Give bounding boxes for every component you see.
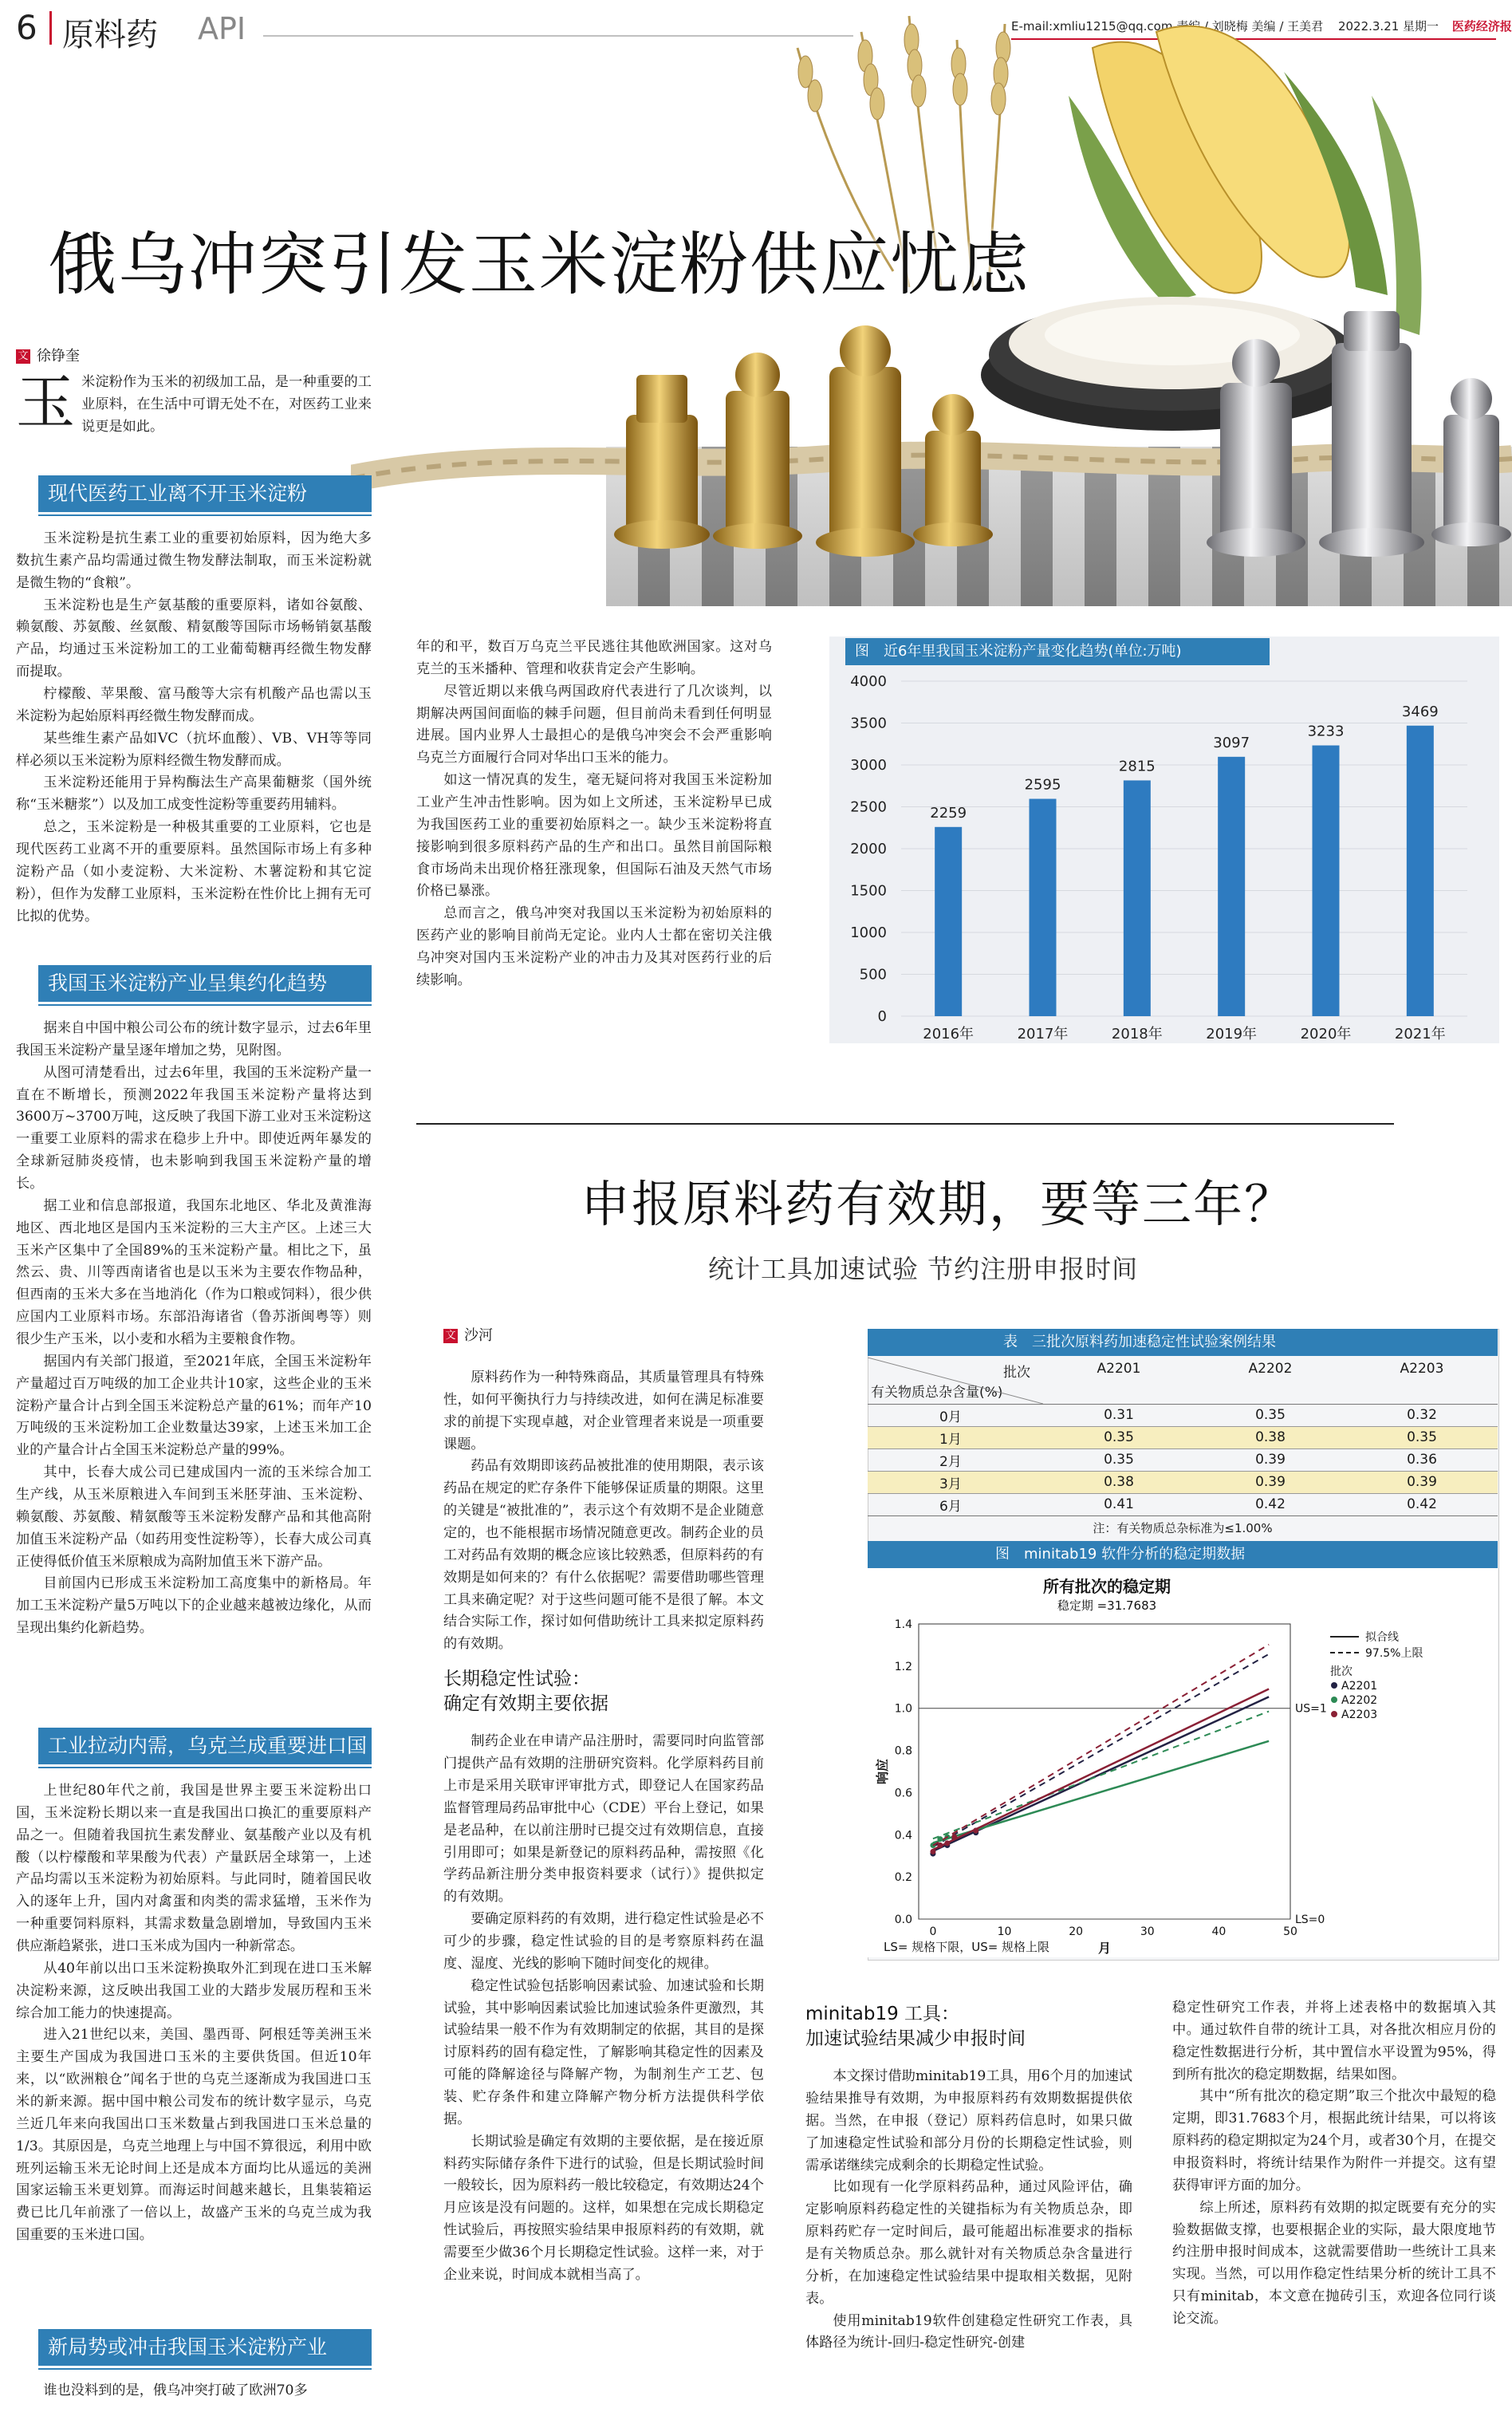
subhead-2-line2: 加速试验结果减少申报时间 [805,2028,1026,2050]
table-note-row [868,1515,1498,1539]
paragraph: 总而言之，俄乌冲突对我国以玉米淀粉为初始原料的医药产业的影响目前尚无定论。业内人士都在密切关注俄乌冲突对国内玉米淀粉产业的冲击力及其对医药行业的后续影响。 [416,905,772,988]
section-name: 原料药 [62,17,158,53]
corn-icon [1069,26,1422,335]
paragraph: 某些维生素产品如VC（抗坏血酸）、VB、VH等等同样必须以玉米淀粉为原料经微生物发酵而成。 [16,730,372,769]
table-cell-month: 0月 [939,1409,962,1425]
x-tick-label: 2020年 [1300,1026,1352,1042]
y-tick-label: 3500 [850,715,887,732]
paragraph: 其中，长春大成公司已建成国内一流的玉米综合加工生产线，从玉米原粮进入车间到玉米胚芽油、玉米淀粉、赖氨酸、苏氨酸、精氨酸等玉米淀粉发酵产品和其他高附加值玉米淀粉产品（如药用变性淀粉等），长春大成公司真正使得低价值玉米原粮成为高附加值玉米下游产品。 [16,1464,372,1570]
subhead-2-line1: minitab19 工具： [805,2004,960,2024]
paragraph: 据来自中国中粮公司公布的统计数字显示，过去6年里我国玉米淀粉产量呈逐年增加之势，见附图。 [16,1020,372,1058]
y-tick-label: 0.8 [894,1744,912,1758]
table-header-cell: A2201 [1097,1361,1141,1377]
bar [1124,780,1151,1016]
x-tick-label: 2019年 [1206,1026,1258,1042]
paragraph: 使用minitab19软件创建稳定性研究工作表，具体路径为统计-回归-稳定性研究-创建 [805,2312,1132,2351]
x-tick-label: 2017年 [1017,1026,1069,1042]
silver-chess-pieces [1207,311,1511,557]
table-header-cell: A2202 [1248,1361,1293,1377]
paragraph: 据国内有关部门报道，至2021年底，全国玉米淀粉年产量超过百万吨级的加工企业共计10家，这些企业的玉米淀粉产量合计占到全国玉米淀粉总产量的61%；而年产10万吨级的玉米淀粉加工企业数量达39家，上述玉米加工企业的产量合计占全国玉米淀粉总产量的99%。 [16,1353,372,1459]
article1-sec2-body [16,1018,372,1640]
section-bar-3: 工业拉动内需，乌克兰成重要进口国 [38,1728,372,1764]
article1-title: 俄乌冲突引发玉米淀粉供应忧虑 [48,225,1030,305]
article1-lead [16,369,372,439]
header-date: 2022.3.21 星期一 [1337,19,1439,34]
article2-column1 [443,1367,764,2287]
legend-upper-label: 97.5%上限 [1365,1647,1423,1660]
bar-chart-title: 图 近6年里我国玉米淀粉产量变化趋势(单位:万吨) [845,638,1270,665]
paragraph: 稳定性试验包括影响因素试验、加速试验和长期试验，其中影响因素试验比加速试验条件更激烈，其试验结果一般不作为有效期制定的依据，其目的是探讨原料药的固有稳定性，了解影响其稳定性的因素及可能的降解途径与降解产物，为制剂生产工艺、包装、贮存条件和建立降解产物分析方法提供科学依据。 [443,1977,764,2127]
y-tick-label: 2000 [850,841,887,857]
paragraph: 总之，玉米淀粉是一种极其重要的工业原料，它也是现代医药工业离不开的重要原料。虽然国际市场上有多种淀粉产品（如小麦淀粉、大米淀粉、木薯淀粉和其它淀粉），但作为发酵工业原料，玉米淀粉在性价比上拥有无可比拟的优势。 [16,819,372,924]
page-number: 6 [16,8,37,47]
y-tick-label: 1.4 [894,1618,912,1631]
paragraph: 年的和平，数百万乌克兰平民逃往其他欧洲国家。这对乌克兰的玉米播种、管理和收获肯定会产生影响。 [416,639,772,677]
table-cell: 0.39 [1255,1452,1286,1468]
legend-item-label: A2203 [1341,1709,1378,1721]
author-mark-icon: 文 [443,1329,458,1343]
stability-chart-bg [868,1568,1498,1957]
bar [1407,726,1434,1016]
paragraph: 上世纪80年代之前，我国是世界主要玉米淀粉出口国，玉米淀粉长期以来一直是我国出口换汇的重要原料产品之一。但随着我国抗生素发酵业、氨基酸产业以及有机酸（以柠檬酸和苹果酸为代表）产量跃居全球第一，上述产品均需以玉米淀粉为初始原料。与此同时，随着国民收入的逐年上升，国内对禽蛋和肉类的需求猛增，玉米作为一种重要饲料原料，其需求数量急剧增加，导致国内玉米供应渐趋紧张，进口玉米成为国内一种新常态。 [16,1783,372,1955]
paragraph: 药品有效期即该药品被批准的使用期限，表示该药品在规定的贮存条件下能够保证质量的期限。这里的关键是“被批准的”，表示这个有效期不是企业随意定的，也不能根据市场情况随意更改。制药企业的员工对药品有效期的概念应该比较熟悉，但原料药的有效期是如何来的？有什么依据呢？需要借助哪些管理工具来确定呢？对于这些问题可能不是很了解。本文结合实际工作，探讨如何借助统计工具来拟定原料药的有效期。 [443,1458,764,1653]
bar-value-label: 2259 [930,804,967,822]
paragraph: 据工业和信息部报道，我国东北地区、华北及黄淮海地区、西北地区是国内玉米淀粉的三大主产区。上述三大玉米产区集中了全国89%的玉米淀粉产量。相比之下，虽然云、贵、川等西南诸省也是以玉米为主要农作物品种，但西南的玉米大多在当地消化（作为口粮或饲料），很少供应国内工业原料市场。东部沿海诸省（鲁苏浙闽粤等）则很少生产玉米，以小麦和水稻为主要粮食作物。 [16,1197,372,1348]
table-cell: 0.38 [1104,1474,1134,1490]
article-divider [416,1123,1394,1125]
data-point [937,1843,943,1848]
y-tick-label: 1000 [850,924,887,941]
legend-batch-label: 批次 [1330,1665,1353,1678]
author-mark-icon: 文 [16,349,30,364]
subhead-1 [443,1667,764,1716]
legend-marker [1331,1697,1337,1703]
article1-sec3-body [16,1780,372,2247]
us-label: US=1 [1295,1702,1327,1716]
paragraph: 比如现有一化学原料药品种，通过风险评估，确定影响原料药稳定性的关键指标为有关物质总杂，即原料药贮存一定时间后，最可能超出标准要求的指标是有关物质总杂。那么就针对有关物质总杂含量进行分析，在加速稳定性试验结果中提取相关数据，见附表。 [805,2179,1132,2307]
y-tick-label: 3000 [850,757,887,774]
header-contact-text: E-mail:xmliu1215@qq.com 责编 / 刘晓梅 美编 / 王美君 [1011,19,1324,34]
data-point [951,1834,957,1839]
x-tick-label: 2016年 [923,1026,975,1042]
paragraph: 从图可清楚看出，过去6年里，我国的玉米淀粉产量一直在不断增长，预测2022年我国玉米淀粉产量将达到3600万~3700万吨，这反映了我国下游工业对玉米淀粉这一重要工业原料的需求在稳步上升中。即使近两年暴发的全球新冠肺炎疫情，也未影响到我国玉米淀粉产量的增长。 [16,1064,372,1192]
article1-lead-text: 米淀粉作为玉米的初级加工品，是一种重要的工业原料，在生活中可谓无处不在，对医药工业来说更是如此。 [81,374,372,435]
bar-chart-panel [829,637,1499,1043]
paragraph: 尽管近期以来俄乌两国政府代表进行了几次谈判，以期解决两国间面临的棘手问题，但目前尚未看到任何明显进展。国内业界人士最担心的是俄乌冲突会不会严重影响乌克兰方面履行合同对华出口玉米的能力。 [416,683,772,767]
table-cell: 0.36 [1407,1452,1437,1468]
paragraph: 如这一情况真的发生，毫无疑问将对我国玉米淀粉加工业产生冲击性影响。因为如上文所述，玉米淀粉早已成为我国医药工业的重要初始原料之一。缺少玉米淀粉将直接影响到很多原料药产品的生产和出口。虽然目前国际粮食市场尚未出现价格狂涨现象，但国际石油及天然气市场价格已暴涨。 [416,772,772,900]
paragraph: 要确定原料药的有效期，进行稳定性试验是必不可少的步骤，稳定性试验的目的是考察原料药在温度、湿度、光线的影响下随时间变化的规律。 [443,1911,764,1972]
y-axis-label: 响应 [875,1758,890,1785]
subhead-1-line2: 确定有效期主要依据 [443,1693,608,1715]
y-tick-label: 0.4 [894,1829,912,1843]
article2-title: 申报原料药有效期，要等三年？ [581,1175,1296,1233]
paragraph: 玉米淀粉还能用于异构酶法生产高果葡糖浆（国外统称“玉米糖浆”）以及加工成变性淀粉等重要药用辅料。 [16,774,372,814]
table-cell-month: 2月 [939,1453,962,1470]
section-bar-1: 现代医药工业离不开玉米淀粉 [38,475,372,512]
table-cell: 0.39 [1407,1474,1437,1490]
paragraph: 综上所述，原料药有效期的拟定既要有充分的实验数据做支撑，也要根据企业的实际，最大限度地节约注册申报时间成本，这就需要借助一些统计工具来实现。当然，可以用作稳定性结果分析的统计工具不只有minitab，本文意在抛砖引玉，欢迎各位同行谈论交流。 [1172,2199,1496,2327]
paragraph: 目前国内已形成玉米淀粉加工高度集中的新格局。年加工玉米淀粉产量5万吨以下的企业越来越被边缘化，从而呈现出集约化新趋势。 [16,1575,372,1637]
table-cell: 0.35 [1104,1429,1134,1445]
bar [935,827,962,1016]
bar-value-label: 2595 [1024,776,1061,794]
stability-chart-banner: 图 minitab19 软件分析的稳定期数据 [868,1541,1498,1568]
stability-chart-subtitle: 稳定期 =31.7683 [1057,1598,1157,1613]
y-tick-label: 0 [877,1008,887,1025]
subhead-1-line1: 长期稳定性试验： [443,1669,590,1690]
y-tick-label: 0.0 [894,1913,912,1926]
y-tick-label: 2500 [850,798,887,816]
table-cell-month: 3月 [939,1476,962,1492]
article1-column1 [16,369,372,439]
paragraph: 长期试验是确定有效期的主要依据，是在接近原料药实际储存条件下进行的试验，但是长期试验时间一般较长，因为原料药一般比较稳定，有效期达24个月应该是没有问题的。这样，如果想在完成长期稳定性试验后，再按照实验结果申报原料药的有效期，就需要至少做36个月长期稳定性试验。这样一来，对于企业来说，时间成本就相当高了。 [443,2133,764,2283]
table-row [868,1471,1498,1493]
y-tick-label: 500 [859,966,887,983]
article1-sec4-body [16,2380,372,2402]
bar-value-label: 2815 [1118,758,1156,775]
stability-chart-title: 所有批次的稳定期 [1043,1577,1171,1596]
table-cell: 0.35 [1104,1452,1134,1468]
y-tick-label: 0.6 [894,1787,912,1800]
stability-chart [868,1568,1498,1957]
table-title: 表 三批次原料药加速稳定性试验案例结果 [868,1329,1498,1356]
page-number-divider [49,11,52,45]
header-brand: 医药经济报 [1451,19,1512,34]
bar-value-label: 3097 [1213,734,1250,751]
y-tick-label: 4000 [850,673,887,690]
legend-marker [1331,1711,1337,1717]
drop-cap: 玉 [16,369,75,437]
x-tick-label: 10 [997,1925,1012,1938]
y-tick-label: 1500 [850,882,887,900]
data-point [944,1840,950,1846]
legend-item-label: A2202 [1341,1694,1378,1707]
bar-value-label: 3233 [1307,723,1345,740]
section-name-en: API [198,11,246,46]
section-bar-4: 新局势或冲击我国玉米淀粉产业 [38,2329,372,2366]
paragraph: 原料药作为一种特殊商品，其质量管理具有特殊性，如何平衡执行力与持续改进，如何在满足标准要求的前提下实现卓越，对企业管理者来说是一项重要课题。 [443,1370,764,1452]
data-point [973,1828,978,1834]
table-cell: 0.32 [1407,1407,1437,1423]
ls-label: LS=0 [1295,1913,1325,1926]
table-row [868,1448,1498,1471]
table-corner [868,1358,1043,1404]
table-cell: 0.42 [1407,1496,1437,1512]
paragraph: 稳定性研究工作表，并将上述表格中的数据填入其中。通过软件自带的统计工具，对各批次相应月份的稳定性数据进行分析，其中置信水平设置为95%，得到所有批次的稳定期数据，结果如图。 [1172,2000,1496,2083]
legend-marker [1331,1682,1337,1689]
table-cell-month: 1月 [939,1431,962,1448]
article2-byline [443,1324,493,1345]
paragraph: 从40年前以出口玉米淀粉换取外汇到现在进口玉米解决淀粉来源，这反映出我国工业的大踏步发展历程和玉米综合加工能力的快速提高。 [16,1960,372,2021]
table-header-cell: A2203 [1400,1361,1444,1377]
table-corner-top: 批次 [1003,1365,1030,1381]
table-cell: 0.41 [1104,1496,1134,1512]
section-bar-2: 我国玉米淀粉产业呈集约化趋势 [38,965,372,1002]
table-cell: 0.35 [1255,1407,1286,1423]
table-header-row [868,1358,1498,1404]
x-tick-label: 30 [1140,1925,1155,1938]
table-cell: 0.35 [1407,1429,1437,1445]
table-cell: 0.31 [1104,1407,1134,1423]
paragraph: 进入21世纪以来，美国、墨西哥、阿根廷等美洲玉米主要生产国成为我国进口玉米的主要供货国。但近10年来，以“欧洲粮仓”闻名于世的乌克兰逐渐成为我国进口玉米的新来源。据中国中粮公司发布的统计数字显示，乌克兰近几年来向我国出口玉米数量占到我国进口玉米总量的1/3。其原因是，乌克兰地理上与中国不算很远，利用中欧班列运输玉米无论时间上还是成本方面均比从遥远的美洲国家运输玉米更划算。而海运时间越来越长，且集装箱运费已比几年前涨了一倍以上，故盛产玉米的乌克兰成为我国重要的玉米进口国。 [16,2027,372,2244]
subhead-2 [805,2002,1132,2051]
article2-column2 [805,2002,1132,2355]
paragraph: 其中“所有批次的稳定期”取三个批次中最短的稳定期，即31.7683个月，根据此统计结果，可以将该原料药的稳定期拟定为24个月，或者30个月，在提交申报资料时，将统计结果作为附件一并提交。这有望获得审评方面的加分。 [1172,2088,1496,2193]
paragraph: 玉米淀粉也是生产氨基酸的重要原料，诸如谷氨酸、赖氨酸、苏氨酸、丝氨酸、精氨酸等国际市场畅销氨基酸产品，均通过玉米淀粉加工的工业葡萄糖再经微生物发酵而提取。 [16,597,372,680]
starch-bowl-icon [981,297,1364,431]
bar-chart [829,665,1499,1043]
x-tick-label: 2021年 [1394,1026,1446,1042]
table-cell: 0.39 [1255,1474,1286,1490]
y-tick-label: 1.0 [894,1702,912,1716]
table-row [868,1404,1498,1426]
table-row [868,1426,1498,1448]
y-tick-label: 1.2 [894,1660,912,1673]
bar [1218,757,1245,1016]
y-tick-label: 0.2 [894,1871,912,1885]
paragraph: 谁也没料到的是，俄乌冲突打破了欧洲70多 [43,2382,308,2398]
x-tick-label: 20 [1069,1925,1084,1938]
data-point [930,1849,935,1854]
article2-author: 沙河 [464,1327,493,1344]
data-point [937,1836,943,1842]
article1-sec1-body [16,528,372,928]
article2-subtitle: 统计工具加速试验 节约注册申报时间 [708,1254,1139,1284]
x-tick-label: 0 [929,1925,937,1938]
article1-byline [16,345,80,365]
table-cell-month: 6月 [939,1498,962,1515]
paragraph: 本文探讨借助minitab19工具，用6个月的加速试验结果推导有效期，为申报原料药有效期数据提供依据。当然，在申报（登记）原料药信息时，如果只做了加速稳定性试验和部分月份的长期稳定性试验，则需承诺继续完成剩余的长期稳定性试验。 [805,2068,1132,2174]
x-tick-label: 50 [1283,1925,1297,1938]
table-corner-bottom: 有关物质总杂含量(%) [871,1384,1003,1401]
x-axis-label: 月 [1097,1941,1112,1956]
x-tick-label: 2018年 [1111,1026,1163,1042]
bar-value-label: 3469 [1401,703,1439,720]
legend-fit-label: 拟合线 [1365,1631,1399,1644]
article1-column2 [416,637,772,992]
x-tick-label: 40 [1211,1925,1227,1938]
table-cell: 0.38 [1255,1429,1286,1445]
bar [1313,746,1340,1016]
article1-author: 徐铮奎 [37,348,80,365]
table-row [868,1493,1498,1515]
paragraph: 柠檬酸、苹果酸、富马酸等大宗有机酸产品也需以玉米淀粉为起始原料再经微生物发酵而成。 [16,686,372,724]
stability-table [868,1358,1498,1539]
article2-column3 [1172,1997,1496,2331]
table-cell: 0.42 [1255,1496,1286,1512]
table-note: 注：有关物质总杂标准为≤1.00% [1093,1520,1273,1535]
stability-chart-footer: LS= 规格下限，US= 规格上限 [884,1940,1050,1954]
bar [1030,799,1057,1016]
paragraph: 玉米淀粉是抗生素工业的重要初始原料，因为绝大多数抗生素产品均需通过微生物发酵法制取，而玉米淀粉就是微生物的“食粮”。 [16,530,372,591]
legend-item-label: A2201 [1341,1680,1378,1693]
paragraph: 制药企业在申请产品注册时，需要同时向监管部门提供产品有效期的注册研究资料。化学原料药目前上市是采用关联审评审批方式，即登记人在国家药品监督管理局药品审批中心（CDE）平台上登记，如果是老品种，在以前注册时已提交过有效期信息，直接引用即可；如果是新登记的原料药品种，需按照《化学药品新注册分类申报资料要求（试行）》提供拟定的有效期。 [443,1733,764,1906]
